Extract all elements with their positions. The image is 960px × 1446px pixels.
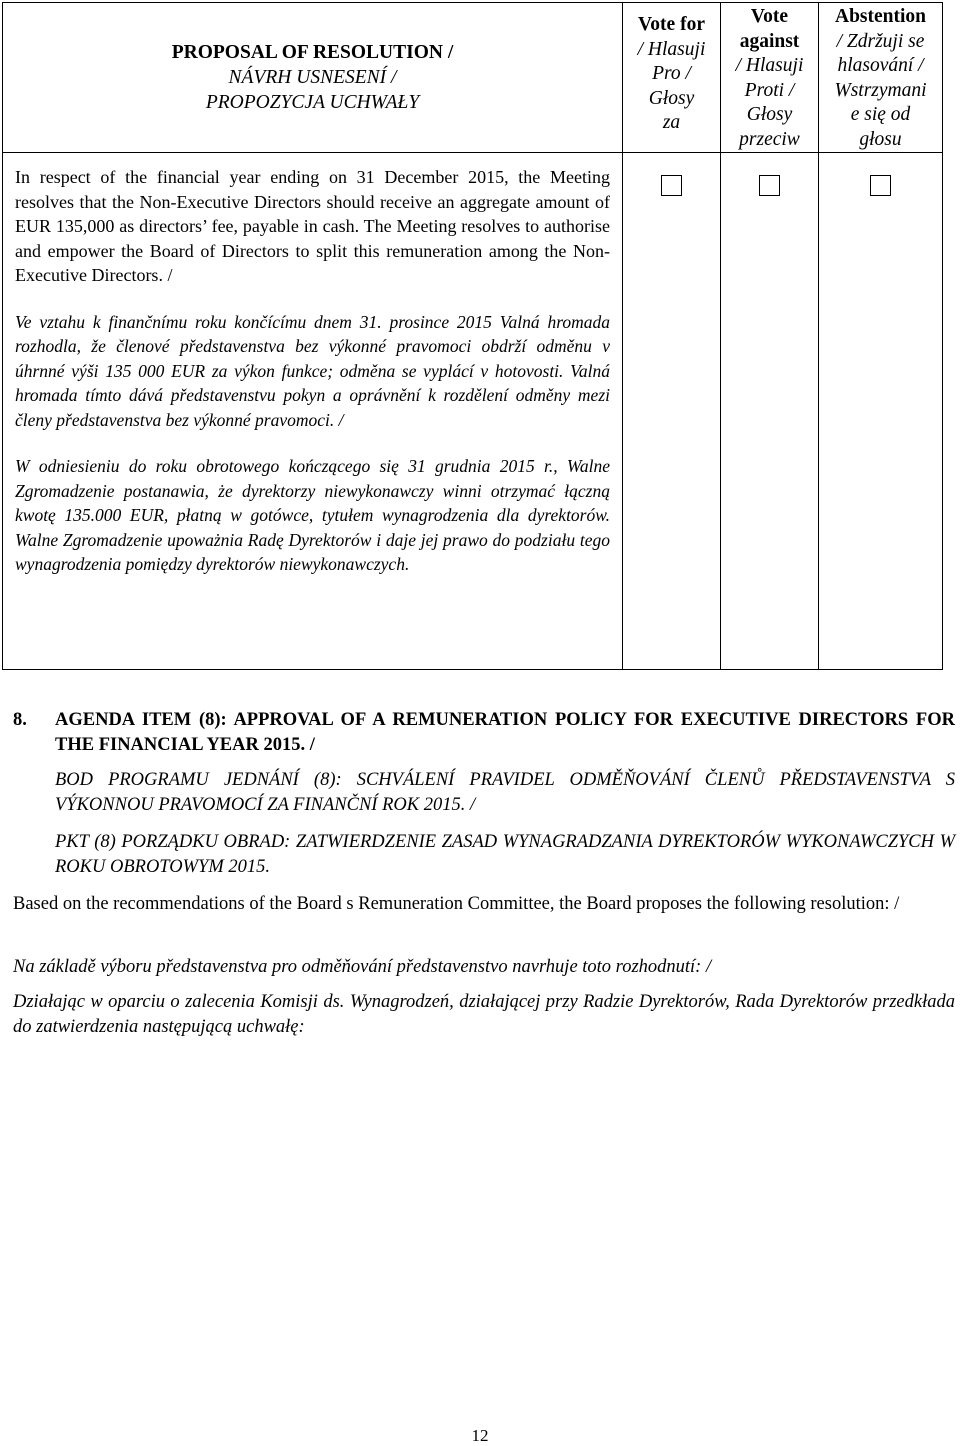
vote-against-label-en-2: against <box>739 30 800 52</box>
agenda-item-heading <box>13 708 955 757</box>
agenda-item-number: 8. <box>13 710 27 730</box>
intro-text-pl: Działając w oparciu o zalecenia Komisji ds. Wynagrodzeń, działającej przy Radzie Dyrektorów, Rada Dyrektorów przedkłada do zatwierdzenia następującą uchwałę: <box>13 992 955 1037</box>
vote-against-label-pl-1: Głosy <box>746 104 793 125</box>
proposal-header-cell <box>3 3 623 153</box>
abstention-label-cz-2: hlasování / <box>837 55 924 76</box>
vote-for-label-pl-1: Głosy <box>648 87 695 109</box>
vote-against-checkbox[interactable] <box>759 175 780 196</box>
proposal-title-cz: NÁVRH USNESENÍ / <box>228 67 397 88</box>
vote-against-label-pl-2: przeciw <box>739 128 800 150</box>
agenda-title-pl: PKT (8) PORZĄDKU OBRAD: ZATWIERDZENIE ZASAD WYNAGRADZANIA DYREKTORÓW WYKONAWCZYCH W ROKU OBROTOWYM 2015. <box>55 832 955 877</box>
intro-text-cz: Na základě výboru představenstva pro odměňování představenstvo navrhuje toto rozhodnutí: / <box>13 957 712 977</box>
resolution-text-en: In respect of the financial year ending on 31 December 2015, the Meeting resolves that the Non-Executive Directors should receive an aggregate amount of EUR 135,000 as directors’ fee, payable in cash. The Meeting resolves to authorise and empower the Board of Directors to split this remuneration among the Non-Executive Directors. / <box>15 167 610 285</box>
vote-against-header <box>721 3 819 153</box>
vote-against-label-cz-1: / Hlasuji <box>735 55 804 76</box>
resolution-text-pl: W odniesieniu do roku obrotowego kończącego się 31 grudnia 2015 r., Walne Zgromadzenie postanawia, że dyrektorzy niewykonawczy winni otrzymać łączną kwotę 135.000 EUR, płatną w gotówce, tytułem wynagrodzenia dla dyrektorów. Walne Zgromadzenie upoważnia Radę Dyrektorów i daje jej prawo do podziału tego wynagrodzenia pomiędzy dyrektorów niewykonawczych. <box>15 456 610 574</box>
abstention-header <box>819 3 943 153</box>
vote-for-label-cz-1: / Hlasuji <box>637 38 706 60</box>
vote-against-label-en-1: Vote <box>750 6 789 27</box>
abstention-label-pl-1: Wstrzymani <box>834 79 927 101</box>
abstention-label-cz-1: / Zdržuji se <box>836 30 925 52</box>
abstention-label-pl-3: głosu <box>859 128 902 150</box>
intro-text-en: Based on the recommendations of the Board s Remuneration Committee, the Board proposes the following resolution: / <box>13 894 900 914</box>
vote-for-checkbox[interactable] <box>661 175 682 196</box>
page-number: 12 <box>471 1426 489 1445</box>
vote-for-label-en: Vote for <box>638 14 705 35</box>
vote-for-label-pl-2: za <box>662 112 681 133</box>
abstention-checkbox[interactable] <box>870 175 891 196</box>
resolution-text-cz: Ve vztahu k finančnímu roku končícímu dnem 31. prosince 2015 Valná hromada rozhodla, že členové představenstva bez výkonné pravomoci obdrží odměnu v úhrnné výši 135 000 EUR za výkon funkce; odměna se vyplácí v hotovosti. Valná hromada tímto dává představenstvu pokyn a oprávnění k rozdělení odměny mezi členy představenstva bez výkonné pravomoci. / <box>15 311 610 430</box>
vote-for-cell <box>623 153 721 670</box>
resolution-voting-table <box>2 2 943 670</box>
agenda-title-cz: BOD PROGRAMU JEDNÁNÍ (8): SCHVÁLENÍ PRAVIDEL ODMĚŇOVÁNÍ ČLENŮ PŘEDSTAVENSTVA S VÝKONNOU PRAVOMOCÍ ZA FINANČNÍ ROK 2015. / <box>55 770 955 815</box>
abstention-label-pl-2: e się od <box>850 104 911 125</box>
abstention-cell <box>819 153 943 670</box>
resolution-text-cell <box>3 153 623 670</box>
vote-for-label-cz-2: Pro / <box>652 63 691 84</box>
proposal-title-en: PROPOSAL OF RESOLUTION / <box>171 42 454 63</box>
proposal-title-pl: PROPOZYCJA UCHWAŁY <box>205 92 420 113</box>
abstention-label-en: Abstention <box>834 6 927 27</box>
vote-against-cell <box>721 153 819 670</box>
vote-for-header <box>623 3 721 153</box>
vote-against-label-cz-2: Proti / <box>744 79 795 101</box>
agenda-title-en: AGENDA ITEM (8): APPROVAL OF A REMUNERATION POLICY FOR EXECUTIVE DIRECTORS FOR THE FINANCIAL YEAR 2015. / <box>55 710 955 755</box>
